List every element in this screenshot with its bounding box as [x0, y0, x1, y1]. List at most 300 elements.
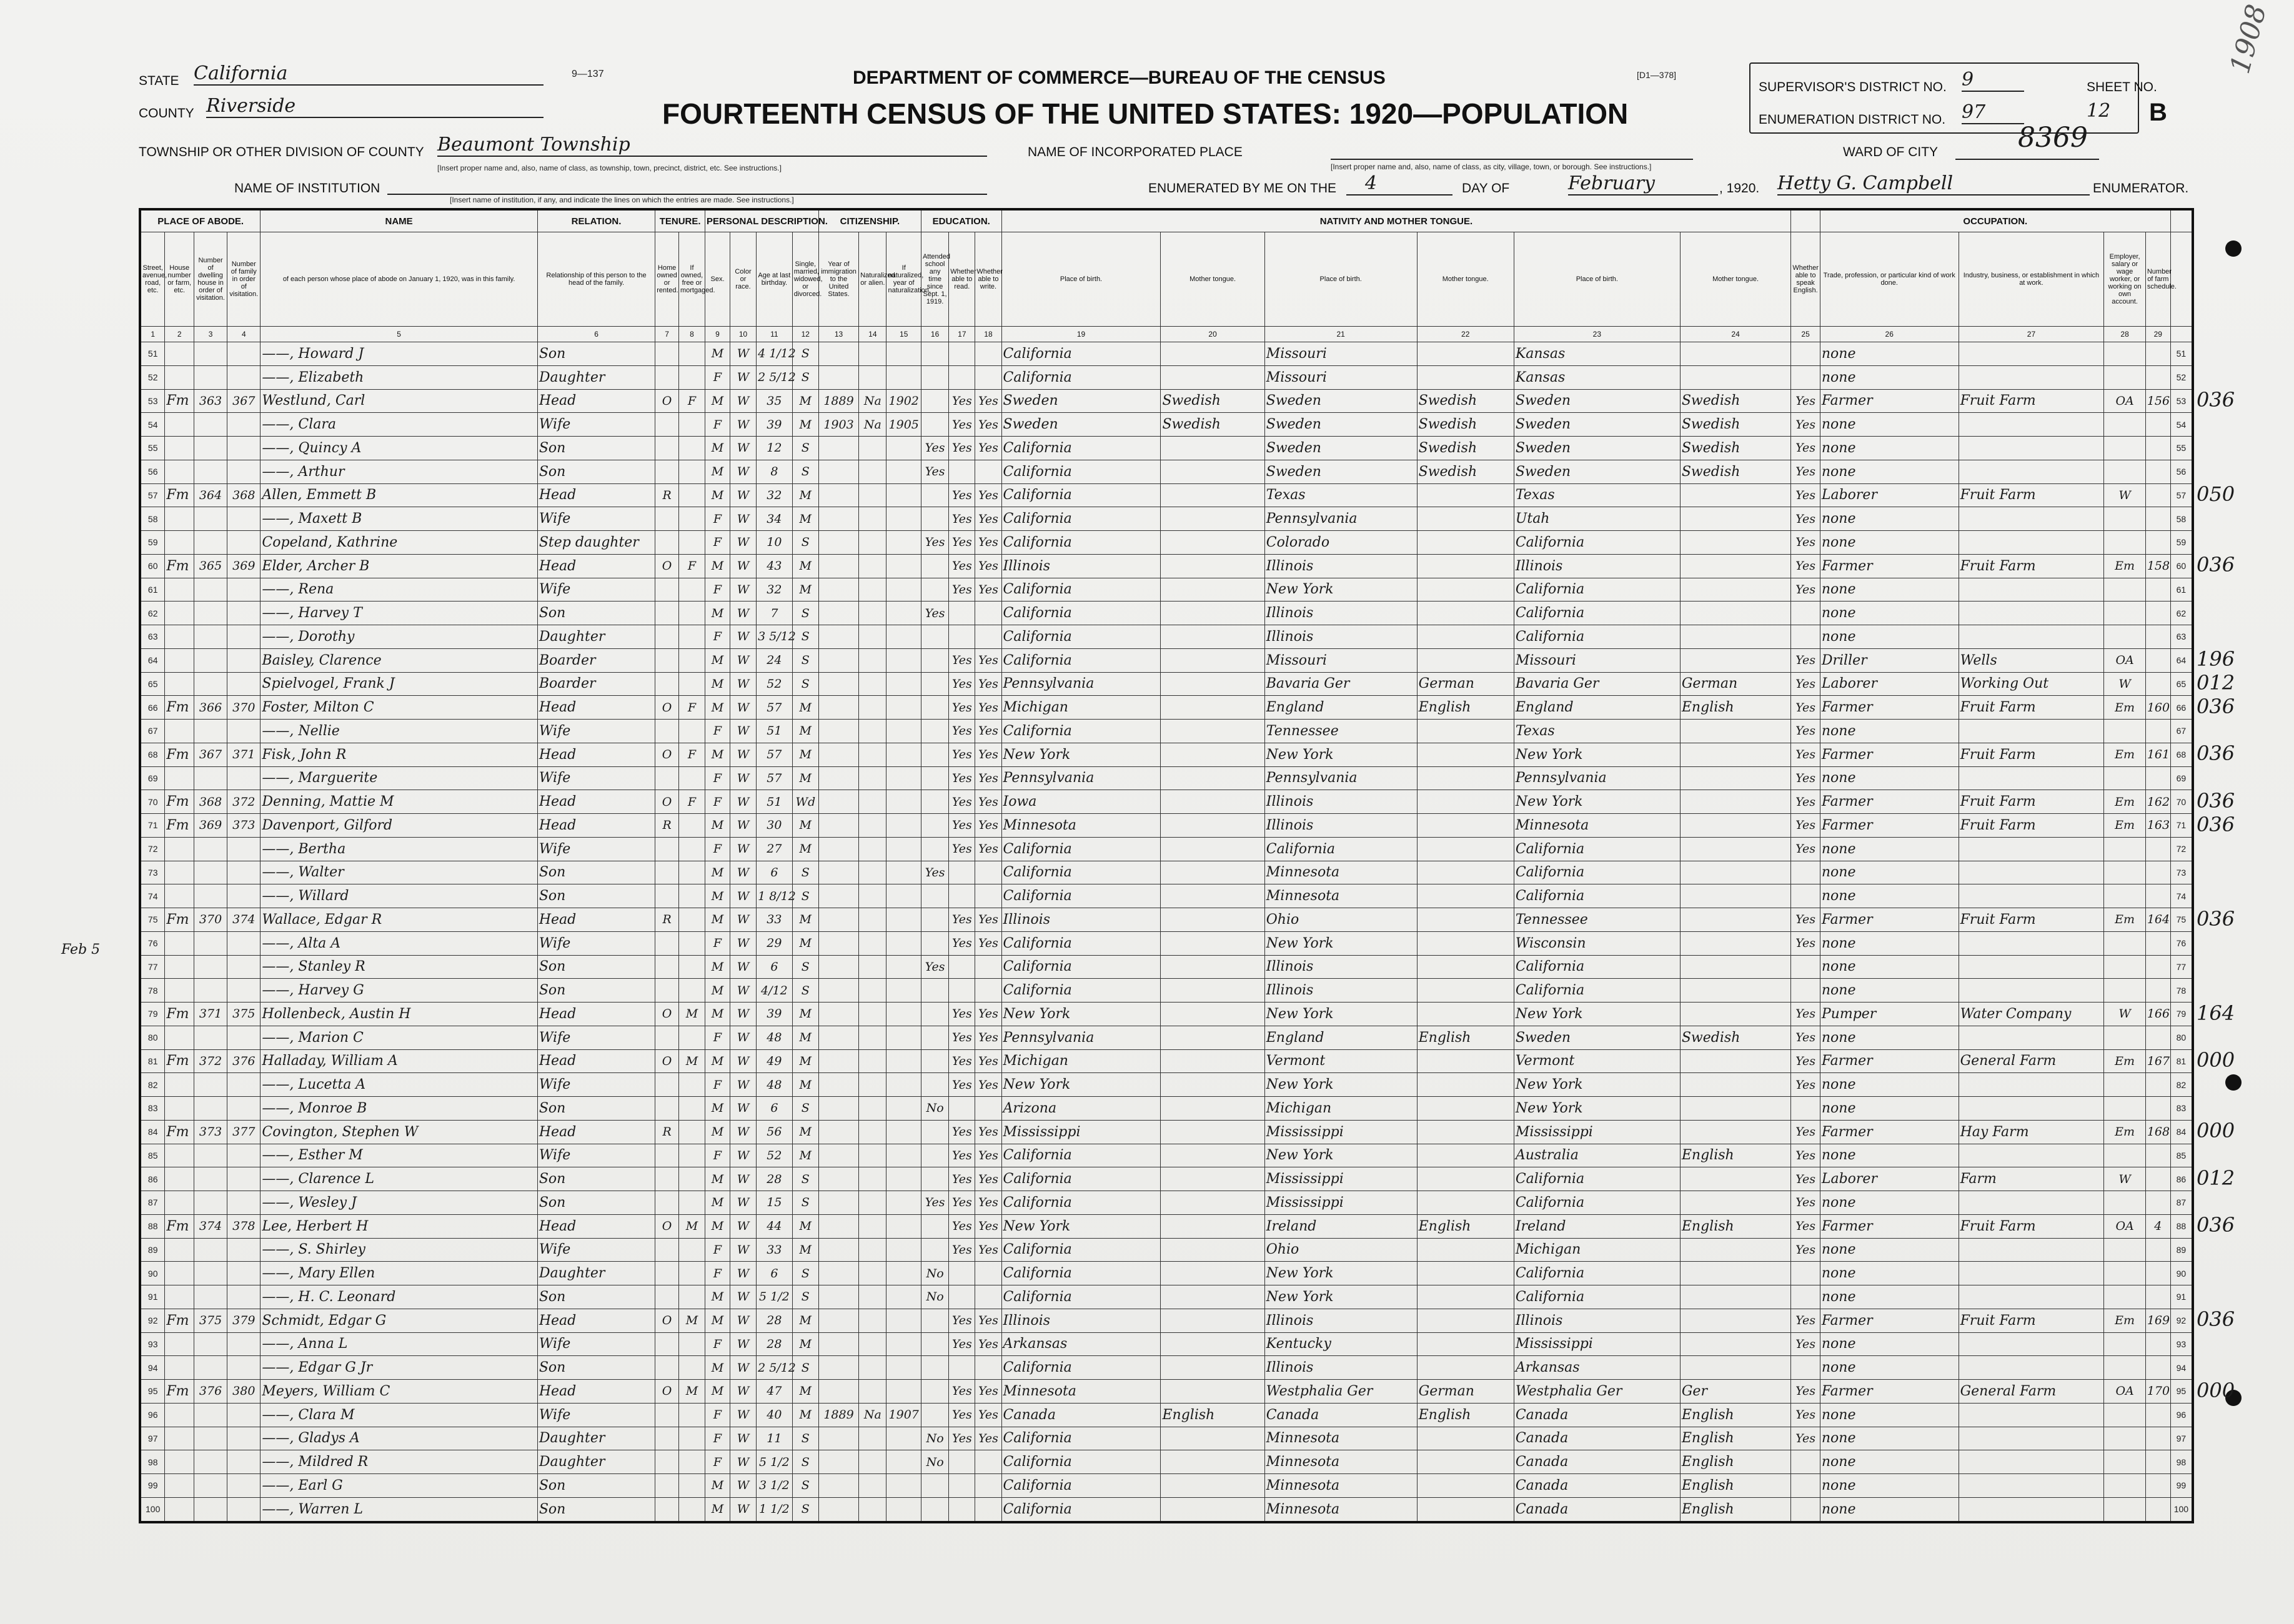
line-number-cell: 93 [140, 1332, 165, 1356]
street-cell [165, 1262, 194, 1285]
able-to-write-cell: Yes [975, 814, 1001, 838]
mother-birthplace-cell: Michigan [1514, 1238, 1680, 1262]
line-number-cell: 78 [140, 979, 165, 1003]
line-number-cell: 71 [140, 814, 165, 838]
farm-schedule-cell [2145, 1474, 2170, 1498]
column-number: 24 [1680, 327, 1790, 342]
industry-cell [1959, 1450, 2104, 1474]
naturalized-cell [859, 460, 886, 483]
father-tongue-cell [1417, 507, 1514, 531]
family-number-cell [227, 1450, 261, 1474]
birthplace-cell: California [1001, 1191, 1161, 1215]
line-number-right-cell: 54 [2170, 413, 2193, 437]
relation-cell: Son [537, 1097, 655, 1121]
dwelling-number-cell: 376 [194, 1380, 227, 1404]
farm-schedule-cell [2145, 766, 2170, 790]
table-row [140, 1120, 2193, 1144]
mother-tongue-of-mother-cell [1680, 602, 1790, 625]
street-cell [165, 720, 194, 743]
father-tongue-cell [1417, 1285, 1514, 1309]
trade-cell: none [1820, 720, 1959, 743]
mortgaged-cell [678, 1497, 705, 1522]
able-to-write-cell [975, 1356, 1001, 1380]
family-number-cell [227, 342, 261, 366]
able-to-write-cell: Yes [975, 1214, 1001, 1238]
mother-tongue-cell [1161, 1450, 1264, 1474]
attended-school-cell [921, 1380, 948, 1404]
dwelling-number-cell [194, 625, 227, 649]
father-tongue-cell [1417, 602, 1514, 625]
person-name-cell: ——, Anna L [261, 1332, 537, 1356]
line-number-right-cell: 65 [2170, 672, 2193, 696]
line-number-cell: 70 [140, 790, 165, 814]
relation-cell: Head [537, 1380, 655, 1404]
mother-tongue-of-mother-cell [1680, 648, 1790, 672]
speaks-english-cell: Yes [1791, 837, 1820, 861]
age-cell: 52 [757, 1144, 793, 1167]
line-number-cell: 53 [140, 389, 165, 413]
sex-cell: M [705, 1497, 730, 1522]
speaks-english-cell: Yes [1791, 1380, 1820, 1404]
street-cell [165, 1427, 194, 1450]
street-cell: Fm [165, 1120, 194, 1144]
line-number-cell: 55 [140, 437, 165, 460]
column-number: 9 [705, 327, 730, 342]
line-number-cell: 77 [140, 955, 165, 979]
able-to-read-cell: Yes [949, 1332, 975, 1356]
race-cell: W [730, 437, 756, 460]
table-row [140, 696, 2193, 720]
race-cell: W [730, 554, 756, 578]
father-birthplace-cell: Sweden [1264, 437, 1417, 460]
trade-cell: Farmer [1820, 1049, 1959, 1073]
marital-status-cell: M [792, 814, 818, 838]
enumeration-label: ENUMERATION DISTRICT NO. [1759, 112, 1946, 127]
column-header-27: Industry, business, or establishment in which at work. [1959, 232, 2104, 327]
speaks-english-cell: Yes [1791, 1427, 1820, 1450]
line-number-right-cell: 86 [2170, 1167, 2193, 1191]
punch-hole [2225, 1074, 2242, 1091]
race-cell: W [730, 766, 756, 790]
birthplace-cell: Minnesota [1001, 814, 1161, 838]
race-cell: W [730, 1003, 756, 1026]
sex-cell: M [705, 1309, 730, 1332]
father-birthplace-cell: Sweden [1264, 460, 1417, 483]
table-row [140, 342, 2193, 366]
father-tongue-cell [1417, 625, 1514, 649]
corner-code: 1908 [2224, 1, 2273, 77]
occupation-code: 036 [2197, 694, 2235, 718]
age-cell: 51 [757, 790, 793, 814]
naturalization-year-cell: 1907 [886, 1403, 921, 1427]
birthplace-cell: California [1001, 1356, 1161, 1380]
mother-birthplace-cell: Sweden [1514, 389, 1680, 413]
relation-cell: Head [537, 696, 655, 720]
mother-tongue-of-mother-cell: English [1680, 696, 1790, 720]
occupation-code: 036 [2197, 553, 2235, 577]
marital-status-cell: M [792, 931, 818, 955]
trade-cell: Farmer [1820, 1380, 1959, 1404]
dwelling-number-cell [194, 648, 227, 672]
mother-tongue-of-mother-cell [1680, 884, 1790, 908]
line-number-cell: 52 [140, 365, 165, 389]
sex-cell: M [705, 1097, 730, 1121]
line-number-cell: 58 [140, 507, 165, 531]
column-header-15: If naturalized, year of naturalization. [886, 232, 921, 327]
mother-tongue-cell [1161, 837, 1264, 861]
farm-schedule-cell [2145, 1497, 2170, 1522]
father-birthplace-cell: Minnesota [1264, 1427, 1417, 1450]
person-name-cell: ——, Esther M [261, 1144, 537, 1167]
speaks-english-cell [1791, 1497, 1820, 1522]
dwelling-number-cell [194, 1167, 227, 1191]
age-cell: 48 [757, 1026, 793, 1049]
table-row [140, 437, 2193, 460]
family-number-cell: 377 [227, 1120, 261, 1144]
table-row [140, 1474, 2193, 1498]
sex-cell: F [705, 578, 730, 602]
age-cell: 57 [757, 743, 793, 766]
mother-tongue-of-mother-cell [1680, 837, 1790, 861]
line-number-right-cell: 96 [2170, 1403, 2193, 1427]
able-to-write-cell: Yes [975, 837, 1001, 861]
column-number: 26 [1820, 327, 1959, 342]
father-birthplace-cell: Tennessee [1264, 720, 1417, 743]
relation-cell: Daughter [537, 1450, 655, 1474]
marital-status-cell: M [792, 578, 818, 602]
line-number-right-cell: 84 [2170, 1120, 2193, 1144]
naturalization-year-cell [886, 1026, 921, 1049]
dwelling-number-cell: 374 [194, 1214, 227, 1238]
dwelling-number-cell [194, 578, 227, 602]
street-cell: Fm [165, 696, 194, 720]
race-cell: W [730, 483, 756, 507]
industry-cell [1959, 1497, 2104, 1522]
line-number-right-cell: 55 [2170, 437, 2193, 460]
able-to-write-cell: Yes [975, 1427, 1001, 1450]
naturalized-cell [859, 342, 886, 366]
mother-tongue-of-mother-cell [1680, 979, 1790, 1003]
dwelling-number-cell [194, 1097, 227, 1121]
employer-class-cell [2104, 1427, 2146, 1450]
street-cell [165, 884, 194, 908]
trade-cell: none [1820, 1450, 1959, 1474]
marital-status-cell: M [792, 1380, 818, 1404]
able-to-write-cell: Yes [975, 389, 1001, 413]
race-cell: W [730, 1144, 756, 1167]
naturalized-cell [859, 837, 886, 861]
farm-schedule-cell [2145, 1026, 2170, 1049]
street-cell: Fm [165, 1003, 194, 1026]
speaks-english-cell [1791, 1285, 1820, 1309]
able-to-write-cell: Yes [975, 413, 1001, 437]
farm-schedule-cell [2145, 602, 2170, 625]
able-to-write-cell: Yes [975, 931, 1001, 955]
industry-cell [1959, 1144, 2104, 1167]
father-birthplace-cell: Illinois [1264, 554, 1417, 578]
home-owned-cell: O [655, 1380, 679, 1404]
employer-class-cell: Em [2104, 1120, 2146, 1144]
father-birthplace-cell: Westphalia Ger [1264, 1380, 1417, 1404]
sex-cell: F [705, 1332, 730, 1356]
immigration-year-cell [818, 1144, 858, 1167]
birthplace-cell: California [1001, 1238, 1161, 1262]
table-row [140, 1497, 2193, 1522]
mother-tongue-cell [1161, 1427, 1264, 1450]
family-number-cell [227, 437, 261, 460]
home-owned-cell [655, 1427, 679, 1450]
family-number-cell [227, 460, 261, 483]
home-owned-cell [655, 365, 679, 389]
able-to-write-cell: Yes [975, 1309, 1001, 1332]
immigration-year-cell [818, 790, 858, 814]
column-number: 7 [655, 327, 679, 342]
employer-class-cell [2104, 1097, 2146, 1121]
father-tongue-cell [1417, 578, 1514, 602]
marital-status-cell: M [792, 696, 818, 720]
line-number-right-cell: 90 [2170, 1262, 2193, 1285]
marital-status-cell: S [792, 1427, 818, 1450]
dwelling-number-cell [194, 720, 227, 743]
speaks-english-cell: Yes [1791, 743, 1820, 766]
employer-class-cell: OA [2104, 1214, 2146, 1238]
speaks-english-cell: Yes [1791, 648, 1820, 672]
employer-class-cell: OA [2104, 1380, 2146, 1404]
census-title: FOURTEENTH CENSUS OF THE UNITED STATES: 1920—POPULATION [662, 97, 1629, 130]
attended-school-cell [921, 1167, 948, 1191]
occupation-code: 000 [2197, 1048, 2235, 1072]
speaks-english-cell: Yes [1791, 1214, 1820, 1238]
naturalized-cell [859, 814, 886, 838]
attended-school-cell [921, 931, 948, 955]
home-owned-cell [655, 531, 679, 555]
able-to-write-cell: Yes [975, 437, 1001, 460]
speaks-english-cell [1791, 1262, 1820, 1285]
sex-cell: M [705, 861, 730, 884]
relation-cell: Daughter [537, 365, 655, 389]
trade-cell: Farmer [1820, 790, 1959, 814]
naturalization-year-cell [886, 696, 921, 720]
naturalized-cell [859, 979, 886, 1003]
trade-cell: none [1820, 460, 1959, 483]
race-cell: W [730, 365, 756, 389]
relation-cell: Head [537, 908, 655, 932]
naturalized-cell [859, 1003, 886, 1026]
mortgaged-cell [678, 1073, 705, 1097]
speaks-english-cell: Yes [1791, 672, 1820, 696]
line-number-right-cell: 63 [2170, 625, 2193, 649]
marital-status-cell: M [792, 837, 818, 861]
person-name-cell: Copeland, Kathrine [261, 531, 537, 555]
line-number-cell: 74 [140, 884, 165, 908]
able-to-read-cell [949, 365, 975, 389]
mortgaged-cell [678, 1026, 705, 1049]
birthplace-cell: California [1001, 625, 1161, 649]
home-owned-cell [655, 720, 679, 743]
home-owned-cell [655, 578, 679, 602]
column-header-6: Relationship of this person to the head of the family. [537, 232, 655, 327]
trade-cell: Pumper [1820, 1003, 1959, 1026]
person-name-cell: ——, Howard J [261, 342, 537, 366]
mother-tongue-of-mother-cell: Swedish [1680, 1026, 1790, 1049]
mother-tongue-of-mother-cell: English [1680, 1214, 1790, 1238]
mother-tongue-of-mother-cell: Swedish [1680, 437, 1790, 460]
family-number-cell [227, 720, 261, 743]
trade-cell: none [1820, 625, 1959, 649]
mother-tongue-of-mother-cell [1680, 531, 1790, 555]
speaks-english-cell: Yes [1791, 1332, 1820, 1356]
relation-cell: Head [537, 790, 655, 814]
attended-school-cell [921, 979, 948, 1003]
mother-birthplace-cell: Tennessee [1514, 908, 1680, 932]
table-row [140, 955, 2193, 979]
group-english-blank [1791, 209, 1820, 232]
father-tongue-cell [1417, 365, 1514, 389]
father-birthplace-cell: California [1264, 837, 1417, 861]
mother-tongue-cell [1161, 1332, 1264, 1356]
mortgaged-cell [678, 1427, 705, 1450]
relation-cell: Wife [537, 1026, 655, 1049]
mortgaged-cell: F [678, 389, 705, 413]
farm-schedule-cell: 4 [2145, 1214, 2170, 1238]
mother-tongue-of-mother-cell: Swedish [1680, 460, 1790, 483]
family-number-cell [227, 1167, 261, 1191]
attended-school-cell: Yes [921, 531, 948, 555]
family-number-cell [227, 979, 261, 1003]
column-header-12: Single, married, widowed, or divorced. [792, 232, 818, 327]
mother-birthplace-cell: Kansas [1514, 342, 1680, 366]
column-header-16: Attended school any time since Sept. 1, 1919. [921, 232, 948, 327]
sex-cell: M [705, 602, 730, 625]
race-cell: W [730, 1450, 756, 1474]
mortgaged-cell [678, 1450, 705, 1474]
street-cell: Fm [165, 1309, 194, 1332]
table-row [140, 389, 2193, 413]
home-owned-cell [655, 955, 679, 979]
race-cell: W [730, 1120, 756, 1144]
able-to-write-cell: Yes [975, 1003, 1001, 1026]
age-cell: 52 [757, 672, 793, 696]
table-row [140, 1332, 2193, 1356]
person-name-cell: ——, Walter [261, 861, 537, 884]
employer-class-cell [2104, 578, 2146, 602]
age-cell: 49 [757, 1049, 793, 1073]
age-cell: 40 [757, 1403, 793, 1427]
attended-school-cell [921, 1026, 948, 1049]
sex-cell: F [705, 790, 730, 814]
father-tongue-cell: English [1417, 1026, 1514, 1049]
able-to-write-cell: Yes [975, 1026, 1001, 1049]
industry-cell: Fruit Farm [1959, 790, 2104, 814]
line-number-right-cell: 93 [2170, 1332, 2193, 1356]
home-owned-cell [655, 625, 679, 649]
age-cell: 1 8/12 [757, 884, 793, 908]
street-cell: Fm [165, 483, 194, 507]
relation-cell: Son [537, 861, 655, 884]
person-name-cell: Wallace, Edgar R [261, 908, 537, 932]
able-to-read-cell: Yes [949, 1049, 975, 1073]
able-to-read-cell: Yes [949, 1309, 975, 1332]
home-owned-cell: R [655, 1120, 679, 1144]
race-cell: W [730, 413, 756, 437]
person-name-cell: ——, Earl G [261, 1474, 537, 1498]
naturalized-cell [859, 908, 886, 932]
farm-schedule-cell [2145, 955, 2170, 979]
able-to-write-cell: Yes [975, 1332, 1001, 1356]
father-tongue-cell [1417, 931, 1514, 955]
mother-tongue-cell [1161, 1026, 1264, 1049]
able-to-write-cell: Yes [975, 908, 1001, 932]
mother-tongue-of-mother-cell: English [1680, 1144, 1790, 1167]
industry-cell [1959, 602, 2104, 625]
marital-status-cell: M [792, 1026, 818, 1049]
mortgaged-cell [678, 602, 705, 625]
dwelling-number-cell: 365 [194, 554, 227, 578]
column-header-9: Sex. [705, 232, 730, 327]
race-cell: W [730, 955, 756, 979]
marital-status-cell: M [792, 1214, 818, 1238]
mother-birthplace-cell: Australia [1514, 1144, 1680, 1167]
mother-birthplace-cell: Texas [1514, 483, 1680, 507]
dwelling-number-cell: 372 [194, 1049, 227, 1073]
line-number-cell: 95 [140, 1380, 165, 1404]
naturalized-cell [859, 1450, 886, 1474]
father-birthplace-cell: Pennsylvania [1264, 766, 1417, 790]
mother-birthplace-cell: California [1514, 1285, 1680, 1309]
family-number-cell [227, 861, 261, 884]
column-number: 8 [678, 327, 705, 342]
line-number-right-cell: 77 [2170, 955, 2193, 979]
mother-tongue-cell: Swedish [1161, 389, 1264, 413]
relation-cell: Son [537, 1191, 655, 1215]
naturalization-year-cell [886, 1474, 921, 1498]
race-cell: W [730, 1380, 756, 1404]
street-cell [165, 1238, 194, 1262]
home-owned-cell: O [655, 389, 679, 413]
immigration-year-cell [818, 1097, 858, 1121]
line-number-right-cell: 60 [2170, 554, 2193, 578]
father-tongue-cell [1417, 1120, 1514, 1144]
relation-cell: Head [537, 1120, 655, 1144]
column-number: 23 [1514, 327, 1680, 342]
able-to-read-cell: Yes [949, 1427, 975, 1450]
marital-status-cell: M [792, 1238, 818, 1262]
dwelling-number-cell [194, 602, 227, 625]
person-name-cell: Schmidt, Edgar G [261, 1309, 537, 1332]
relation-cell: Son [537, 955, 655, 979]
employer-class-cell [2104, 1332, 2146, 1356]
employer-class-cell: Em [2104, 790, 2146, 814]
race-cell: W [730, 672, 756, 696]
township-label: TOWNSHIP OR OTHER DIVISION OF COUNTY [139, 145, 424, 159]
race-cell: W [730, 460, 756, 483]
dwelling-number-cell: 367 [194, 743, 227, 766]
attended-school-cell [921, 1474, 948, 1498]
mother-tongue-of-mother-cell [1680, 483, 1790, 507]
mother-birthplace-cell: Texas [1514, 720, 1680, 743]
mother-tongue-cell [1161, 365, 1264, 389]
relation-cell: Head [537, 814, 655, 838]
person-name-cell: Foster, Milton C [261, 696, 537, 720]
birthplace-cell: California [1001, 1144, 1161, 1167]
father-tongue-cell [1417, 342, 1514, 366]
industry-cell [1959, 365, 2104, 389]
marital-status-cell: S [792, 625, 818, 649]
mortgaged-cell: F [678, 743, 705, 766]
line-number-cell: 69 [140, 766, 165, 790]
industry-cell: Working Out [1959, 672, 2104, 696]
father-tongue-cell [1417, 483, 1514, 507]
